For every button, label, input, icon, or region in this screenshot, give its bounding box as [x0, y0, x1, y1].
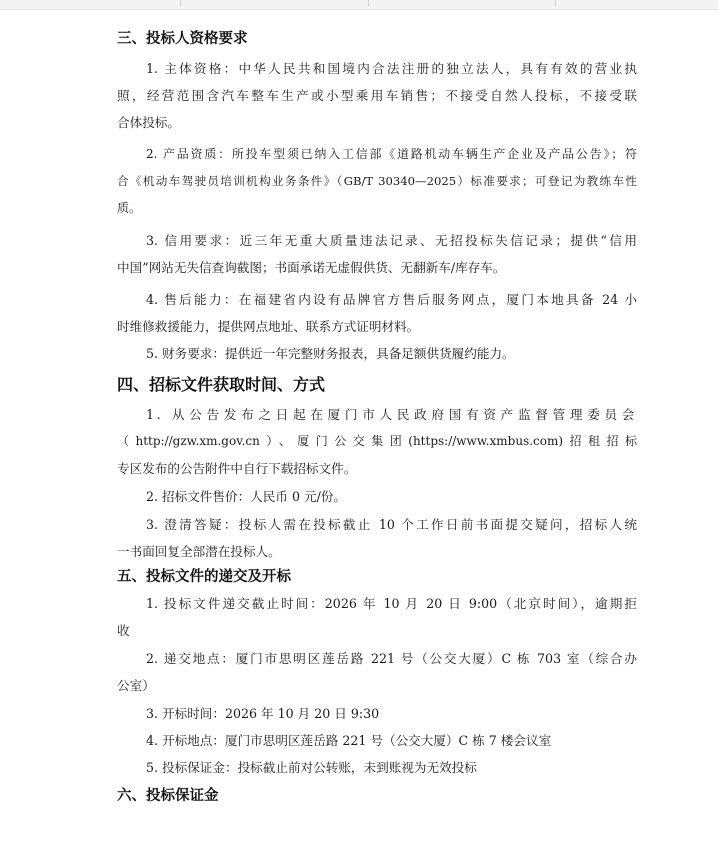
section-4-item-1 [117, 401, 637, 482]
section-5-item-3 [117, 700, 637, 727]
text-line: 5. 财务要求：提供近一年完整财务报表，具备足额供货履约能力。 [146, 346, 515, 361]
ruler-tick [368, 0, 369, 6]
text-line: 4. 开标地点：厦门市思明区莲岳路 221 号（公交大厦）C 栋 7 楼会议室 [146, 733, 552, 748]
section-3-item-3 [117, 227, 637, 281]
text-line: 时维修救援能力，提供网点地址、联系方式证明材料。 [117, 319, 420, 334]
ruler-tick [555, 0, 556, 6]
text-line: 2. 招标文件售价：人民币 0 元/份。 [146, 489, 346, 504]
section-6-heading: 六、投标保证金 [117, 788, 219, 804]
text-line: 2. 递交地点：厦门市思明区莲岳路 221 号（公交大厦）C 栋 703 室（综合办 [146, 651, 637, 666]
section-3-item-2 [117, 141, 637, 222]
section-4-item-2 [117, 483, 637, 510]
text-line: 4. 售后能力：在福建省内设有品牌官方售后服务网点，厦门本地具备 24 小 [146, 292, 637, 307]
text-line: 3. 开标时间：2026 年 10 月 20 日 9:30 [146, 706, 380, 721]
section-3-heading: 三、投标人资格要求 [117, 31, 248, 47]
section-4-item-3 [117, 511, 637, 565]
text-line: 公室） [117, 678, 155, 693]
section-5-item-4 [117, 727, 637, 754]
section-5-item-2 [117, 645, 637, 699]
document-page [117, 28, 637, 807]
section-3-item-5 [117, 340, 637, 367]
section-4-heading: 四、招标文件获取时间、方式 [117, 375, 326, 394]
text-line: 合体投标。 [117, 115, 180, 130]
ruler-bar [0, 0, 718, 10]
text-line: 专区发布的公告附件中自行下载招标文件。 [117, 461, 357, 476]
section-5-heading: 五、投标文件的递交及开标 [117, 569, 291, 585]
text-line: 中国”网站无失信查询截图；书面承诺无虚假供货、无翻新车/库存车。 [117, 260, 506, 275]
text-line: 收 [117, 623, 130, 638]
text-line: 1. 主体资格：中华人民共和国境内合法注册的独立法人，具有有效的营业执 [146, 61, 637, 76]
section-5-item-1 [117, 590, 637, 644]
section-5-item-5 [117, 754, 637, 781]
text-line: 1. 投标文件递交截止时间：2026 年 10 月 20 日 9:00（北京时间），逾期拒 [146, 596, 637, 611]
section-3-item-1 [117, 55, 637, 136]
text-line: 照，经营范围含汽车整车生产或小型乘用车销售；不接受自然人投标，不接受联 [117, 88, 637, 103]
text-line: 质。 [117, 201, 142, 215]
text-line: （http://gzw.xm.gov.cn）、厦门公交集团(https://www.xmbus.com)招租招标 [117, 434, 637, 448]
text-line: 5. 投标保证金：投标截止前对公转账，未到账视为无效投标 [146, 760, 477, 775]
text-line: 3. 澄清答疑：投标人需在投标截止 10 个工作日前书面提交疑问，招标人统 [146, 517, 637, 532]
text-line: 一书面回复全部潜在投标人。 [117, 544, 281, 559]
text-line: 3. 信用要求：近三年无重大质量违法记录、无招投标失信记录；提供“信用 [146, 233, 637, 248]
section-3-item-4 [117, 286, 637, 340]
text-line: 2. 产品资质：所投车型须已纳入工信部《道路机动车辆生产企业及产品公告》；符 [146, 147, 637, 161]
text-line: 合《机动车驾驶员培训机构业务条件》（GB/T 30340—2025）标准要求；可登记为教练车性 [117, 174, 637, 188]
text-line: 1. 从公告发布之日起在厦门市人民政府国有资产监督管理委员会 [146, 407, 637, 422]
ruler-tick [180, 0, 181, 6]
